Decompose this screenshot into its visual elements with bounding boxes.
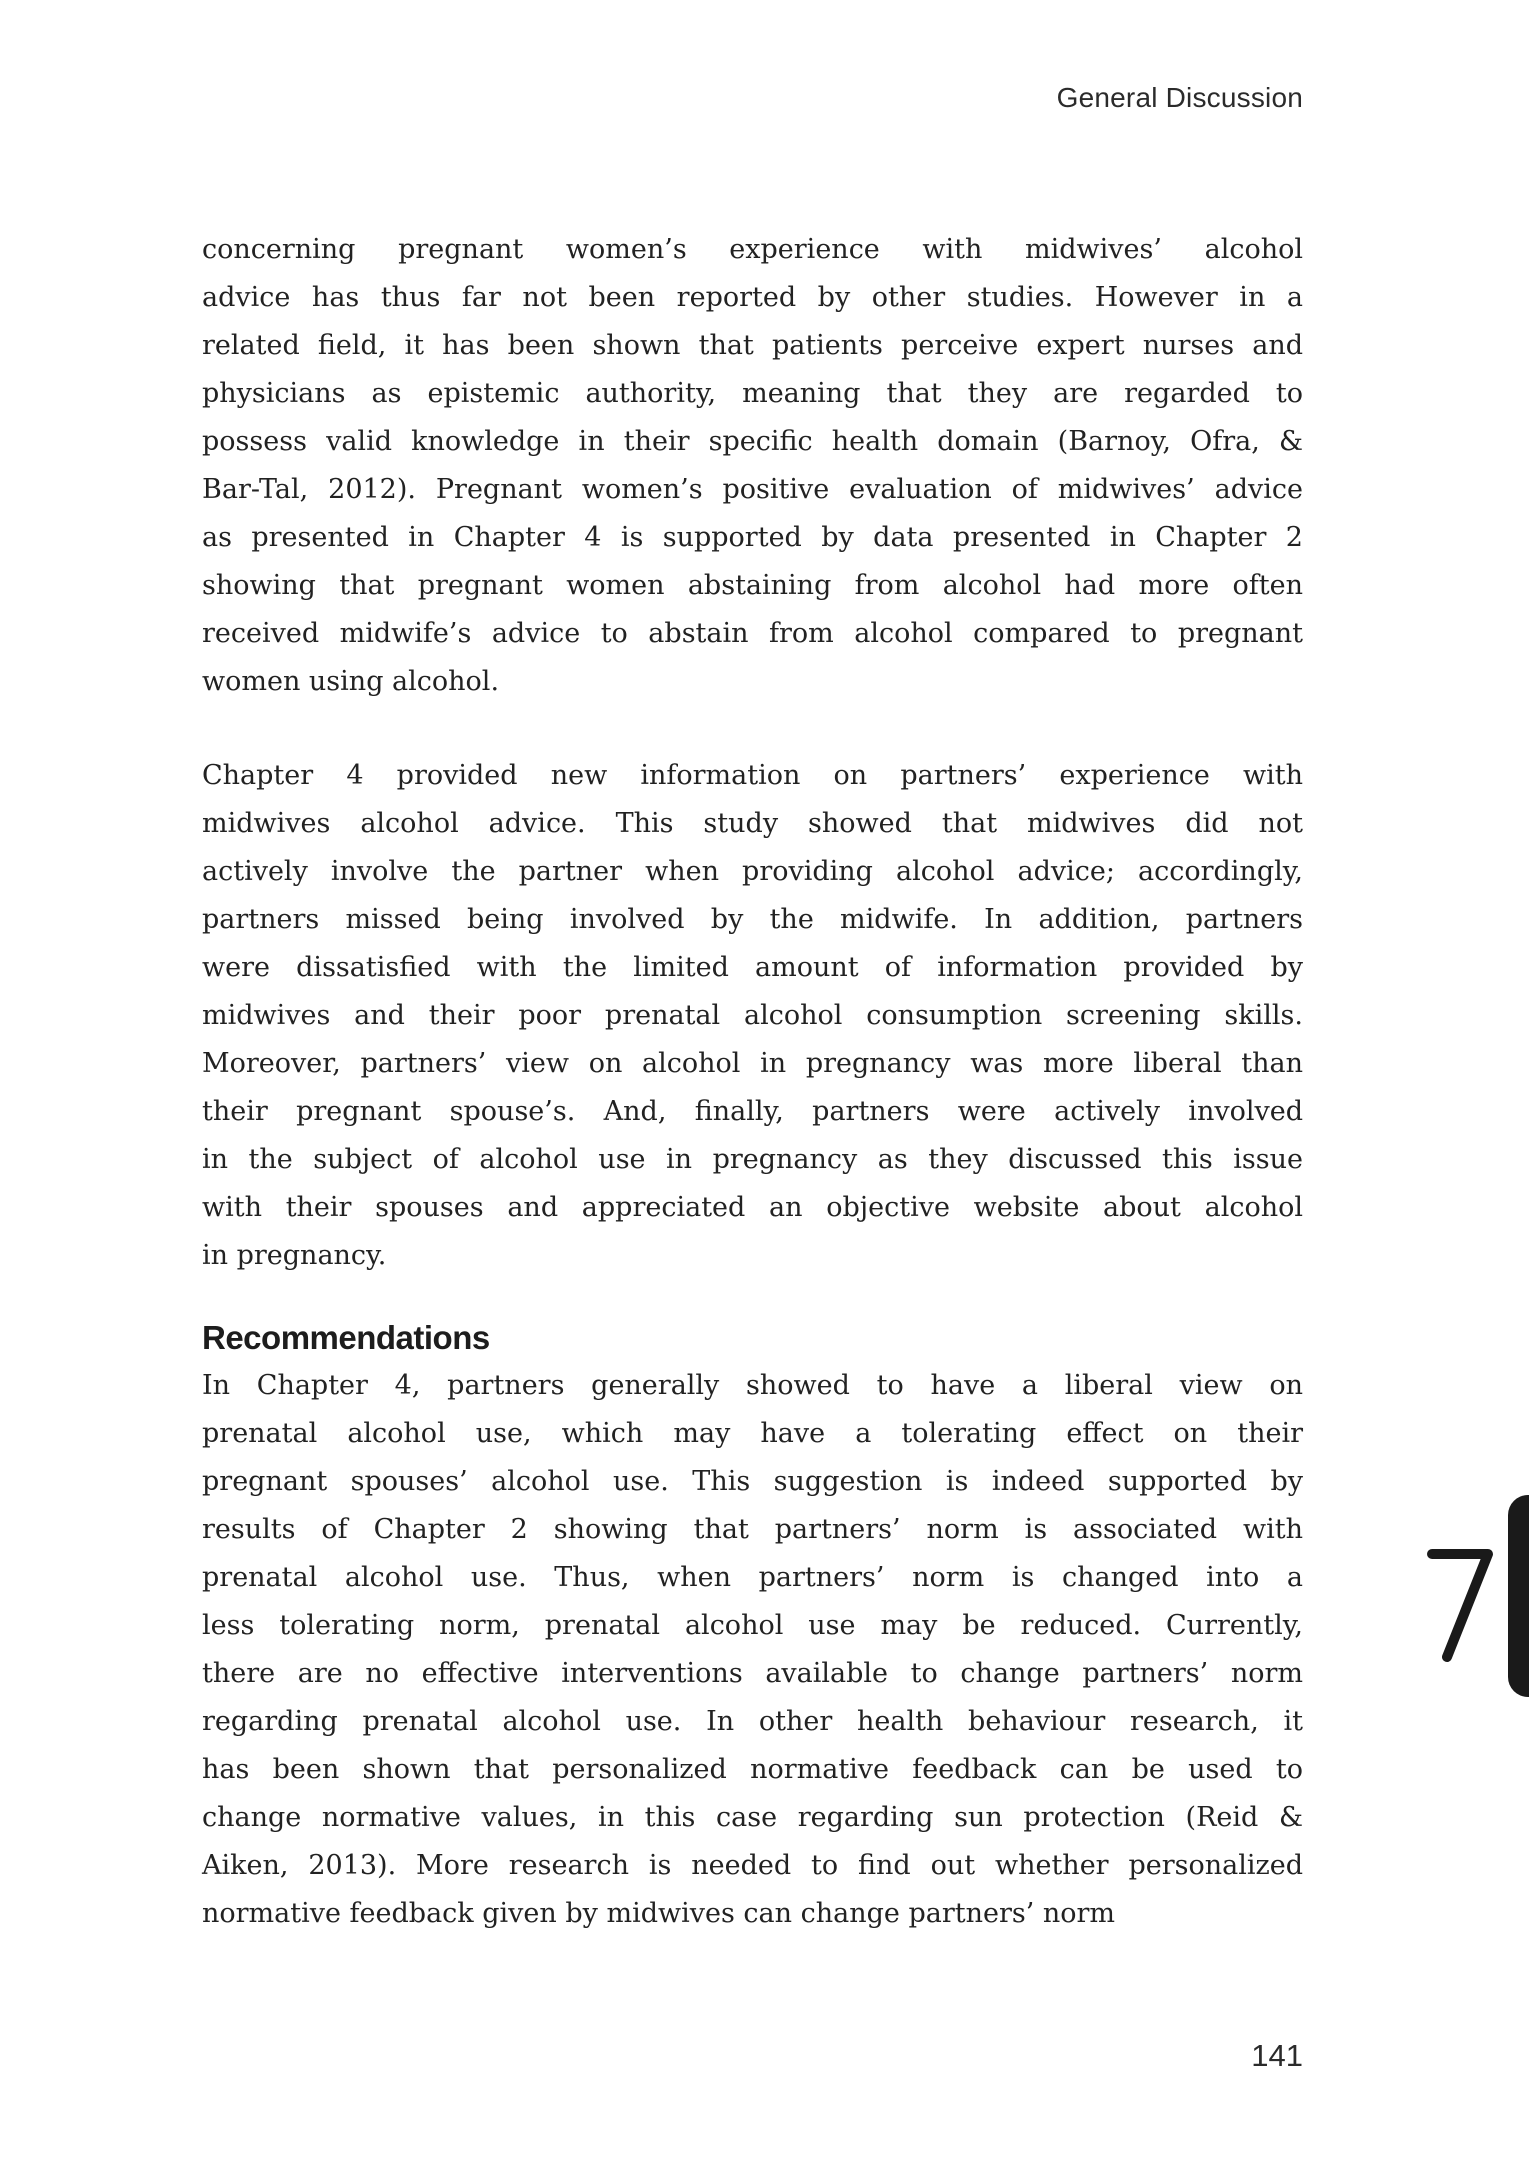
text-line: Moreover, partners’ view on alcohol in pregnancy was more liberal than (202, 1048, 1303, 1079)
text-line: with their spouses and appreciated an objective website about alcohol (202, 1192, 1303, 1223)
chapter-edge-tab (1508, 1495, 1529, 1697)
text-line: concerning pregnant women’s experience with midwives’ alcohol (202, 234, 1303, 265)
text-line: results of Chapter 2 showing that partners’ norm is associated with (202, 1514, 1303, 1545)
chapter-number (1420, 1540, 1500, 1670)
text-line: there are no effective interventions available to change partners’ norm (202, 1658, 1303, 1689)
text-line: in pregnancy. (202, 1240, 387, 1271)
text-line: in the subject of alcohol use in pregnancy as they discussed this issue (202, 1144, 1303, 1175)
text-line: their pregnant spouse’s. And, finally, partners were actively involved (202, 1096, 1303, 1127)
running-header: General Discussion (1056, 82, 1303, 113)
page-content (202, 226, 1303, 1938)
text-line: advice has thus far not been reported by other studies. However in a (202, 282, 1303, 313)
chapter-number-glyph (1420, 1540, 1500, 1670)
section-heading-recommendations: Recommendations (202, 1319, 490, 1356)
text-line: change normative values, in this case regarding sun protection (Reid & (202, 1802, 1303, 1833)
text-line: midwives alcohol advice. This study showed that midwives did not (202, 808, 1303, 839)
body-paragraph (202, 1362, 1303, 1938)
text-line: pregnant spouses’ alcohol use. This suggestion is indeed supported by (202, 1466, 1303, 1497)
text-line: Chapter 4 provided new information on partners’ experience with (202, 760, 1303, 791)
text-line: possess valid knowledge in their specific health domain (Barnoy, Ofra, & (202, 426, 1303, 457)
text-line: Aiken, 2013). More research is needed to find out whether personalized (202, 1850, 1303, 1881)
body-paragraph (202, 752, 1303, 1280)
page-number: 141 (1251, 2038, 1303, 2073)
text-line: midwives and their poor prenatal alcohol consumption screening skills. (202, 1000, 1303, 1031)
text-line: partners missed being involved by the midwife. In addition, partners (202, 904, 1303, 935)
text-line: has been shown that personalized normative feedback can be used to (202, 1754, 1303, 1785)
text-line: prenatal alcohol use. Thus, when partners’ norm is changed into a (202, 1562, 1303, 1593)
text-line: women using alcohol. (202, 666, 500, 697)
text-line: related field, it has been shown that patients perceive expert nurses and (202, 330, 1303, 361)
text-line: showing that pregnant women abstaining from alcohol had more often (202, 570, 1303, 601)
text-line: normative feedback given by midwives can change partners’ norm (202, 1898, 1116, 1929)
text-line: as presented in Chapter 4 is supported by data presented in Chapter 2 (202, 522, 1303, 553)
text-line: less tolerating norm, prenatal alcohol use may be reduced. Currently, (202, 1610, 1303, 1641)
text-line: In Chapter 4, partners generally showed to have a liberal view on (202, 1370, 1303, 1401)
body-paragraph (202, 226, 1303, 706)
text-line: were dissatisfied with the limited amount of information provided by (202, 952, 1303, 983)
text-line: regarding prenatal alcohol use. In other health behaviour research, it (202, 1706, 1303, 1737)
text-line: received midwife’s advice to abstain from alcohol compared to pregnant (202, 618, 1303, 649)
text-line: actively involve the partner when providing alcohol advice; accordingly, (202, 856, 1303, 887)
text-line: prenatal alcohol use, which may have a tolerating effect on their (202, 1418, 1303, 1449)
text-line: Bar-Tal, 2012). Pregnant women’s positive evaluation of midwives’ advice (202, 474, 1303, 505)
text-line: physicians as epistemic authority, meaning that they are regarded to (202, 378, 1303, 409)
